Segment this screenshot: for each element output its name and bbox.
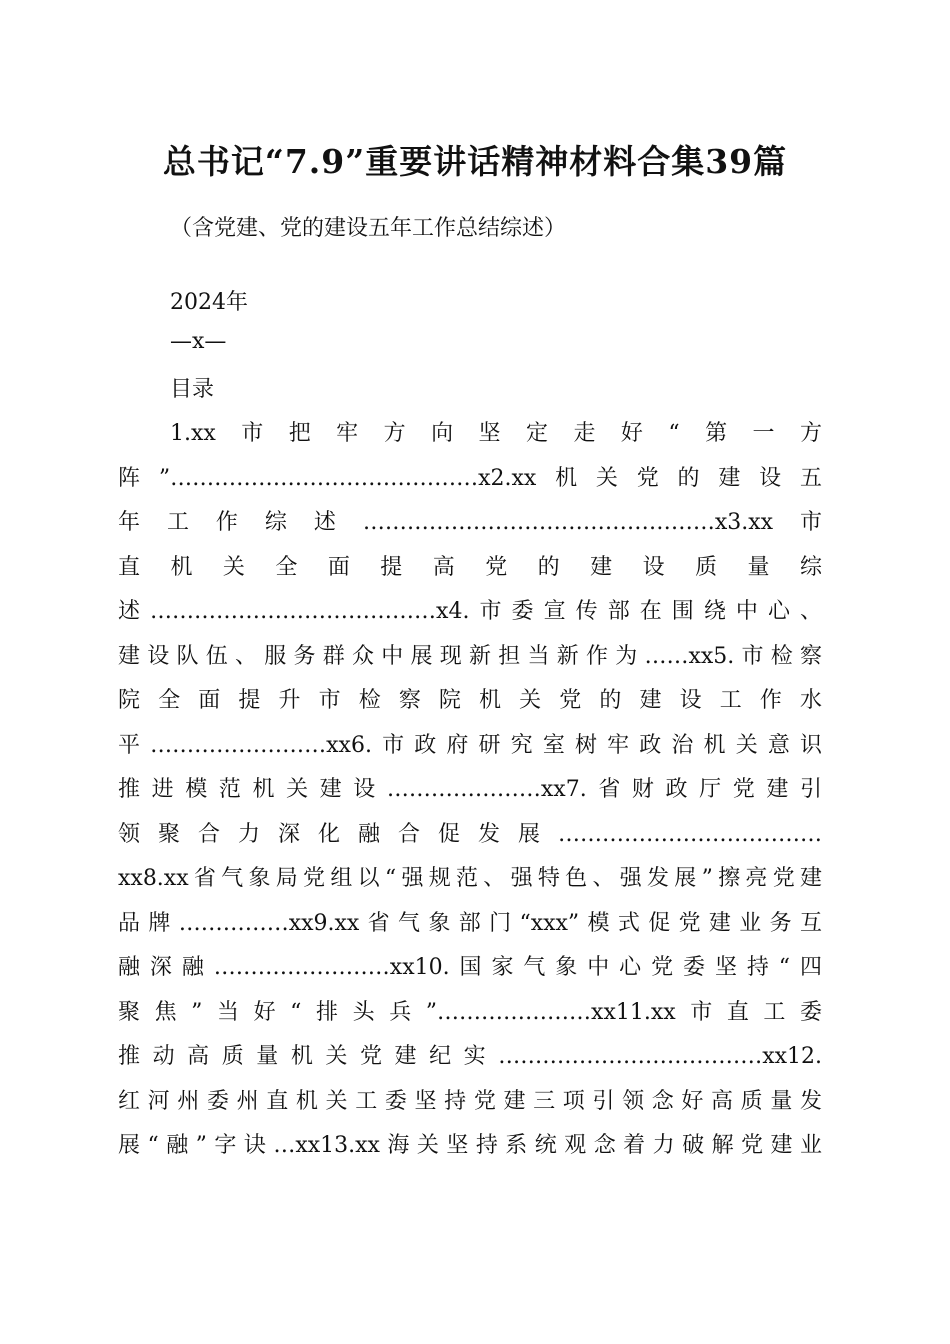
toc-heading: 目录 — [170, 377, 215, 402]
toc-line: 品牌……………xx9.xx省气象部门“xxx”模式促党建业务互 — [118, 910, 822, 936]
toc-line: 红河州委州直机关工委坚持党建三项引领念好高质量发 — [118, 1088, 822, 1114]
toc-line: 推动高质量机关党建纪实………………………………xx12. — [118, 1044, 822, 1069]
toc-line: 院全面提升市检察院机关党的建设工作水 — [118, 688, 822, 713]
toc-line: 展“融”字诀…xx13.xx海关坚持系统观念着力破解党建业 — [118, 1133, 822, 1158]
document-subtitle: （含党建、党的建设五年工作总结综述） — [170, 216, 567, 241]
toc-line: 推进模范机关建设…………………xx7.省财政厅党建引 — [118, 777, 822, 802]
toc-line: xx8.xx省气象局党组以“强规范、强特色、强发展”擦亮党建 — [118, 866, 822, 891]
toc-line: 建设队伍、服务群众中展现新担当新作为……xx5.市检察 — [118, 643, 822, 669]
toc-line: 年工作综述…………………………………………x3.xx市 — [118, 510, 822, 535]
toc-line: 平……………………xx6.市政府研究室树牢政治机关意识 — [118, 732, 822, 758]
toc-line: 阵”……………………………………x2.xx机关党的建设五 — [118, 465, 822, 491]
table-of-contents — [118, 412, 822, 1169]
document-year: 2024年 — [170, 290, 248, 315]
toc-line: 领聚合力深化融合促发展……………………………… — [118, 821, 822, 847]
toc-line: 聚焦”当好“排头兵”…………………xx11.xx市直工委 — [118, 999, 822, 1025]
toc-line: 融深融……………………xx10.国家气象中心党委坚持“四 — [118, 955, 822, 980]
toc-line: 述…………………………………x4.市委宣传部在围绕中心、 — [118, 599, 822, 624]
toc-line: 直机关全面提高党的建设质量综 — [118, 554, 822, 580]
document-title: 总书记“7.9”重要讲话精神材料合集39篇 — [162, 142, 788, 181]
document-author: —x— — [170, 329, 227, 354]
toc-line: 1.xx市把牢方向坚定走好“第一方 — [170, 421, 822, 446]
